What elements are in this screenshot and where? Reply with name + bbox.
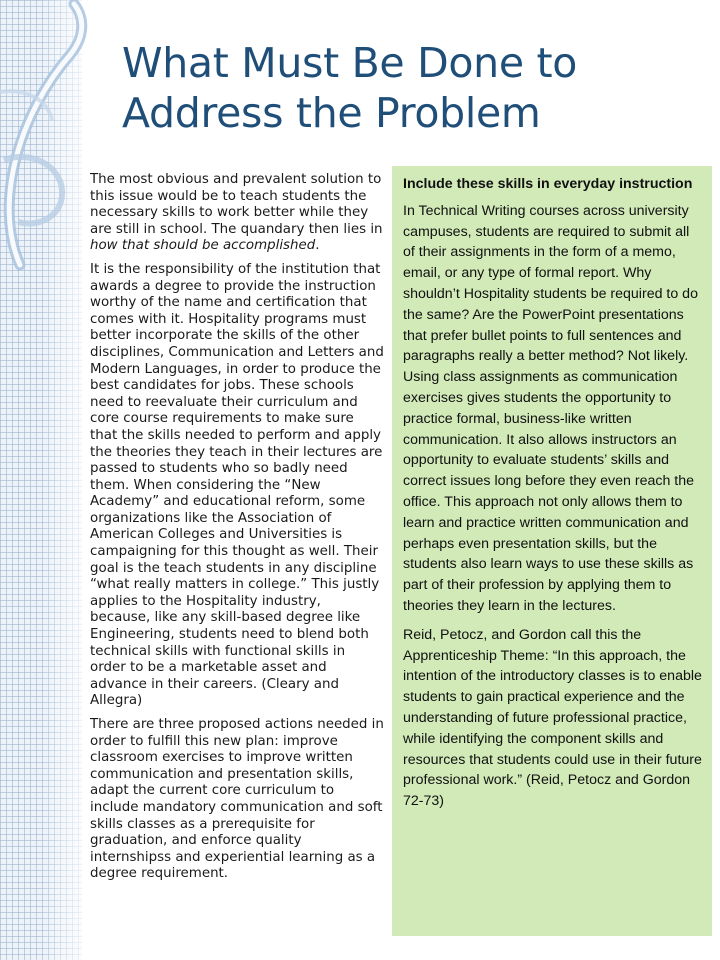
intro-emphasis: how that should be accomplished [90, 238, 316, 254]
left-text-column [90, 172, 384, 890]
intro-text: The most obvious and prevalent solution to this issue would be to teach students the necessary skills to work better while they are still in school. The quandary then lies in [90, 172, 383, 237]
responsibility-paragraph: It is the responsibility of the institution that awards a degree to provide the instruction worthy of the name and certification that comes with it. Hospitality programs must better incorporate the skills of the other disciplines, Communication and Letters and Modern Languages, in order to produce the best candidates for jobs. These schools need to reevaluate their curriculum and core course requirements to make sure that the skills needed to perform and apply the theories they teach in their lectures are passed to students who so badly need them. When considering the “New Academy” and educational reform, some organizations like the Association of American Colleges and Universities is campaigning for this thought as well. Their goal is the teach students in any discipline “what really matters in college.” This justly applies to the Hospitality industry, because, like any skill-based degree like Engineering, students need to blend both technical skills with functional skills in order to be a marketable asset and advance in their careers. (Cleary and Allegra) [90, 261, 384, 709]
intro-text-end: . [315, 238, 320, 254]
skills-callout-box [392, 166, 712, 936]
slide-title: What Must Be Done to Address the Problem [122, 39, 578, 137]
callout-heading: Include these skills in everyday instruction [403, 176, 693, 192]
apprenticeship-paragraph: Reid, Petocz, and Gordon call this the Apprenticeship Theme: “In this approach, the intention of the introductory classes is to enable students to gain practical experience and the understanding of future professional practice, while identifying the component skills and resources that students could use in their future professional work.” (Reid, Petocz and Gordon 72-73) [403, 626, 702, 810]
technical-writing-paragraph: In Technical Writing courses across university campuses, students are required to submit all of their assignments in the form of a memo, email, or any type of formal report. Why shouldn’t Hospitality students be required to do the same? Are the PowerPoint presentations that prefer bullet points to full sentences and paragraphs really a better method? Not likely. Using class assignments as communication exercises gives students the opportunity to practice formal, business-like written communication. It also allows instructors an opportunity to evaluate students’ skills and correct issues long before they even reach the office. This approach not only allows them to learn and practice written communication and perhaps even presentation skills, but the students also learn ways to use these skills as part of their profession by applying them to theories they learn in the lectures. [403, 202, 698, 614]
proposed-actions-paragraph: There are three proposed actions needed in order to fulfill this new plan: improve classroom exercises to improve written communication and presentation skills, adapt the current core curriculum to include mandatory communication and soft skills classes as a prerequisite for graduation, and enforce quality internshipss and experiential learning as a degree requirement. [90, 717, 384, 882]
intro-paragraph [90, 172, 384, 255]
